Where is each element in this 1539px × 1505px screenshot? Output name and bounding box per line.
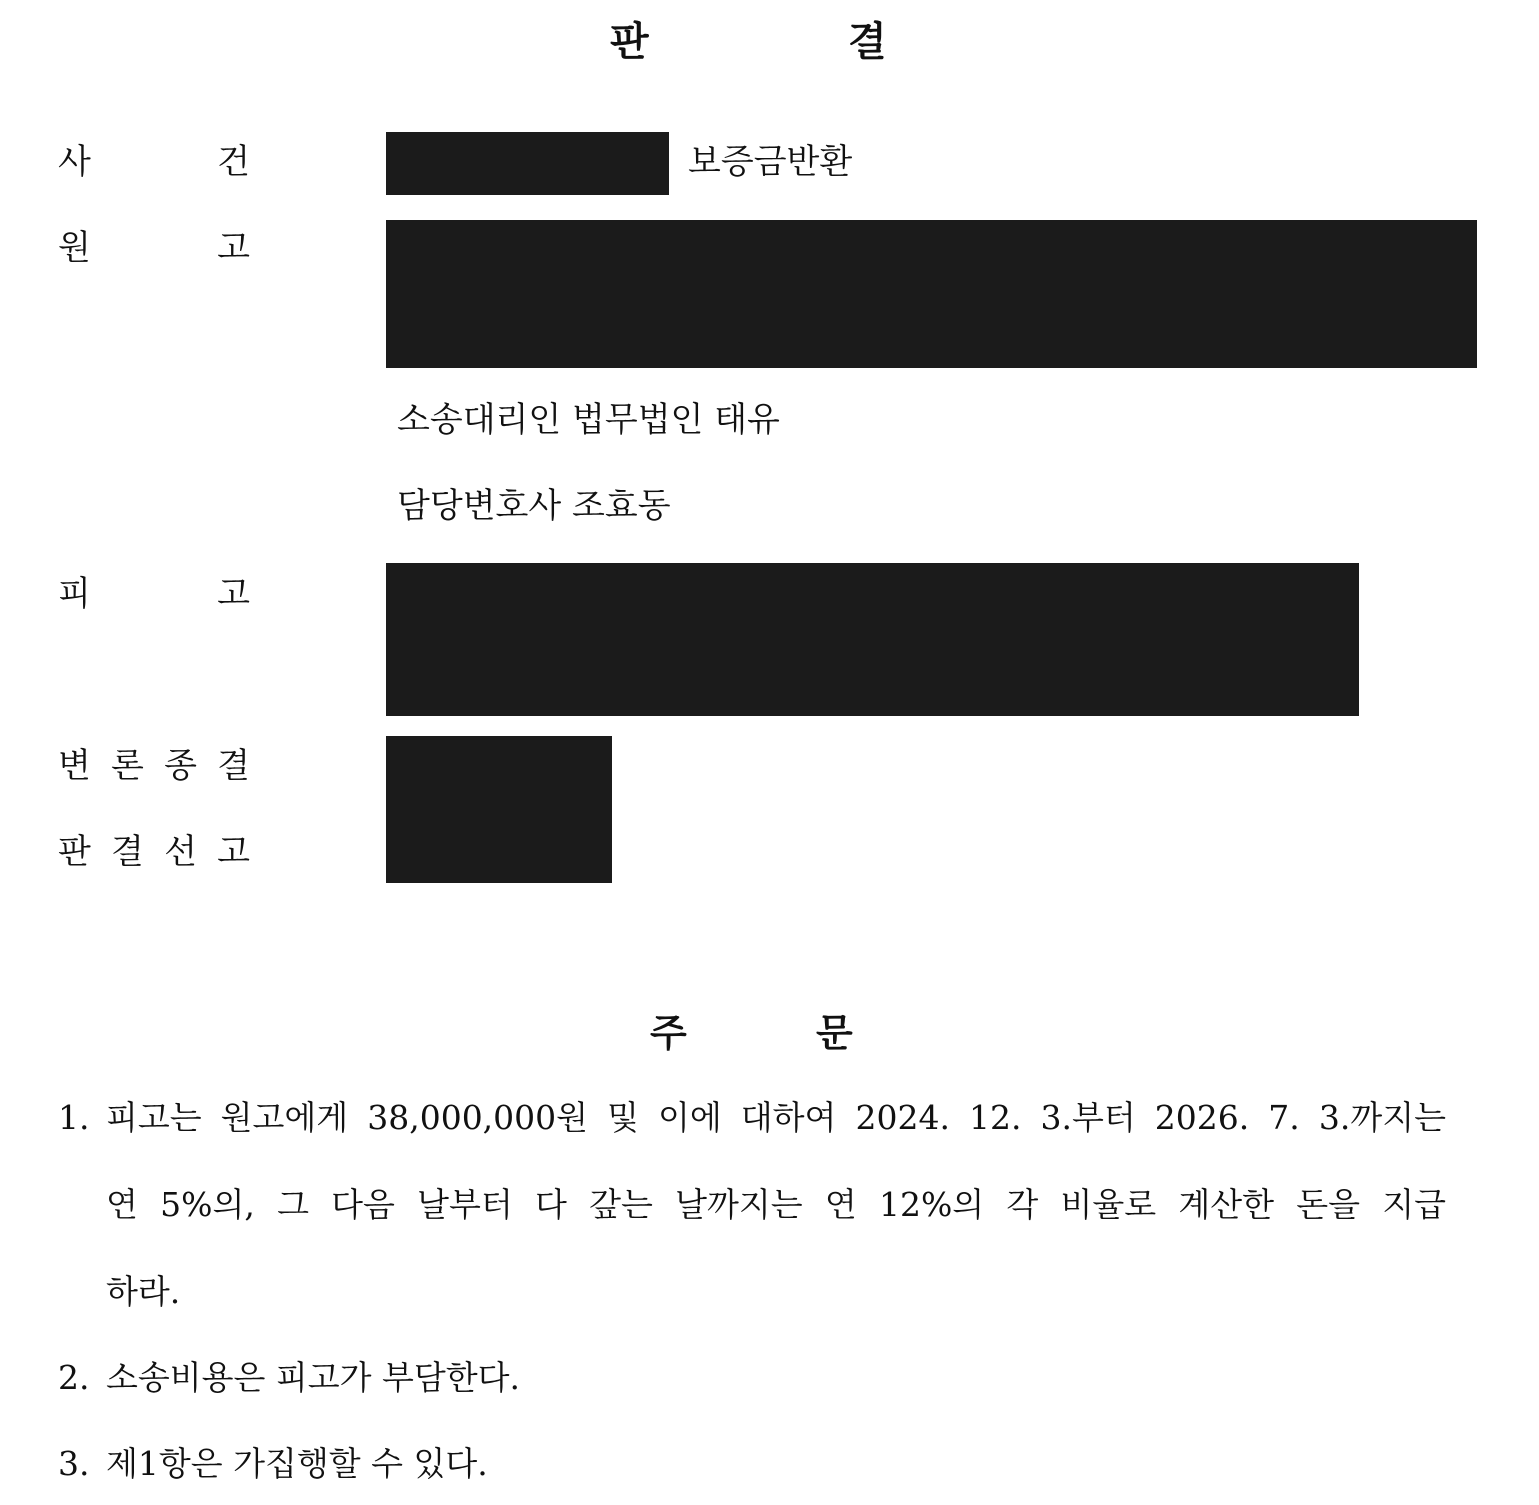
plaintiff-attorney: 담당변호사 조효동 <box>397 486 671 526</box>
document-title <box>0 10 1539 70</box>
case-name: 보증금반환 <box>688 142 853 182</box>
case-label: 사 건 <box>58 142 250 182</box>
order-item-1-line-2: 연 5%의, 그 다음 날부터 다 갚는 날까지는 연 12%의 각 비율로 계산한 돈을 지급 <box>106 1185 1446 1224</box>
order-item-2-text: 소송비용은 피고가 부담한다. <box>106 1358 521 1397</box>
order-heading-char-2: 문 <box>816 1011 853 1055</box>
order-item-3-text: 제1항은 가집행할 수 있다. <box>106 1444 488 1483</box>
order-item-3-number: 3. <box>58 1444 90 1483</box>
plaintiff-label: 원 고 <box>58 228 250 268</box>
order-item-1-line-3: 하라. <box>106 1272 181 1311</box>
judgment-document: 판 결 사 건 보증금반환 원 고 소송대리인 법무법인 태유 담당변호사 조효동 피 고 변 론 종 결 판 결 선 고 주 문 1. 피고는 원고에게 38,000,000원 및 이에 대하여 2024. 12. 3.부터 2026. 7. 3.까지는 연 5%의, 그 다음 날부터 다 갚는 날까지는 연 12%의 각 비율로 계산한 돈을 지급 하라. 2. 소송비용은 피고가 부담한다. 3. 제1항은 가집행할 수 있다. <box>0 0 1539 1505</box>
redacted-case-number <box>386 132 669 195</box>
order-item-1-line-1: 피고는 원고에게 38,000,000원 및 이에 대하여 2024. 12. 3.부터 2026. 7. 3.까지는 <box>106 1098 1446 1137</box>
redacted-defendant <box>386 563 1359 716</box>
redacted-dates <box>386 736 612 883</box>
title-char-2: 결 <box>848 19 887 65</box>
defendant-label: 피 고 <box>58 574 250 614</box>
argument-closing-label: 변 론 종 결 <box>58 746 250 786</box>
order-heading <box>0 1002 1539 1062</box>
judgment-date-label: 판 결 선 고 <box>58 832 250 872</box>
order-heading-char-1: 주 <box>650 1011 687 1055</box>
redacted-plaintiff <box>386 220 1477 368</box>
order-item-2-number: 2. <box>58 1358 90 1397</box>
title-char-1: 판 <box>610 19 649 65</box>
plaintiff-counsel: 소송대리인 법무법인 태유 <box>397 400 780 440</box>
